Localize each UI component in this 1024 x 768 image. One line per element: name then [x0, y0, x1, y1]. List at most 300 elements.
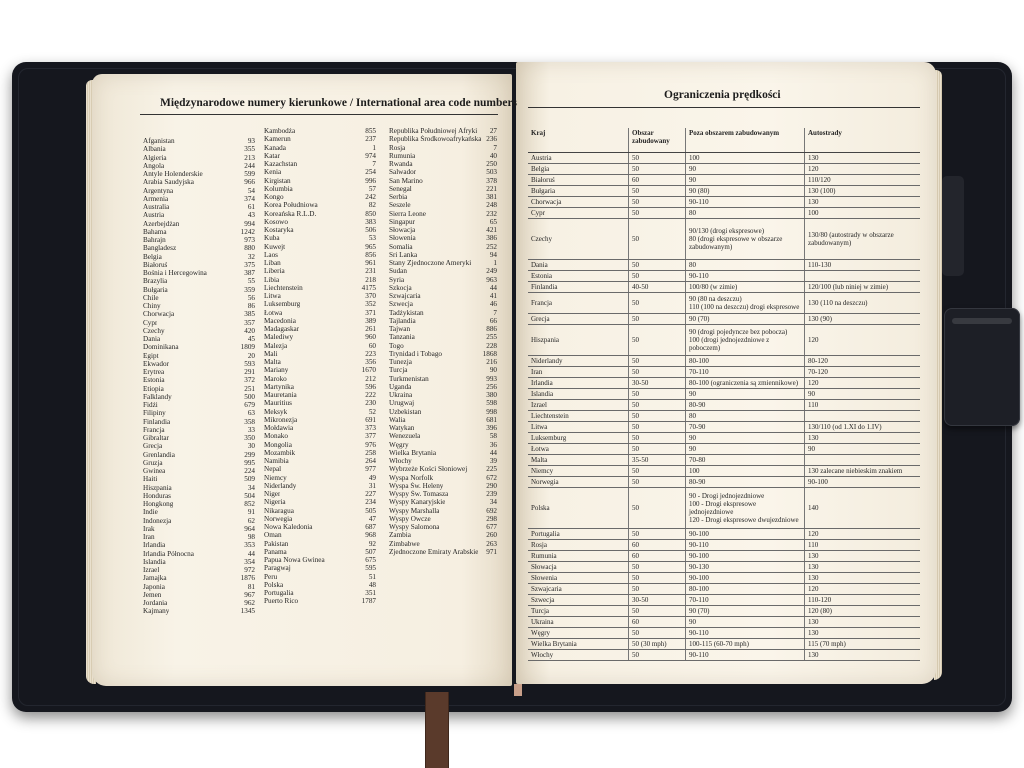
area-code-row [264, 135, 376, 143]
speed-outside: 90 [686, 175, 805, 186]
country-name: Finlandia [143, 417, 171, 426]
country-name: Mołdawia [264, 424, 294, 432]
dial-code: 596 [365, 382, 376, 391]
speed-table-row [528, 282, 920, 293]
area-code-row [264, 127, 376, 135]
dial-code: 260 [486, 531, 497, 540]
area-code-row [143, 261, 255, 269]
speed-built-up: 50 [629, 488, 686, 529]
speed-motorway: 120 [805, 378, 921, 389]
area-code-row [264, 589, 376, 597]
country-name: Indie [143, 508, 158, 517]
country-name: Polska [264, 580, 284, 589]
country-name: Kazachstan [264, 160, 298, 168]
dial-code: 218 [365, 275, 376, 284]
speed-limits-table [528, 128, 920, 661]
area-code-row [143, 145, 255, 153]
dial-code: 290 [486, 481, 497, 490]
dial-code: 371 [365, 308, 376, 317]
speed-outside: 80 [686, 208, 805, 219]
speed-country: Niemcy [528, 466, 629, 477]
speed-limits-rule [528, 107, 920, 108]
area-code-row [143, 434, 255, 442]
area-code-row [264, 523, 376, 531]
country-name: Gibraltar [143, 434, 169, 442]
speed-built-up: 50 [629, 584, 686, 595]
dial-code: 45 [247, 335, 255, 343]
speed-motorway: 130 [805, 617, 921, 628]
speed-motorway: 115 (70 mph) [805, 639, 921, 650]
country-name: Korea Południowa [264, 201, 318, 210]
dial-code: 255 [486, 333, 497, 342]
country-name: Wyspy Kanaryjskie [389, 498, 446, 507]
area-code-row [389, 160, 497, 168]
country-name: Egipt [143, 351, 159, 360]
area-code-row [143, 426, 255, 434]
speed-country: Belgia [528, 164, 629, 175]
speed-motorway: 130 (90) [805, 314, 921, 325]
country-name: Honduras [143, 491, 171, 500]
speed-built-up: 50 [629, 293, 686, 314]
country-name: Indonezja [143, 516, 172, 525]
dial-code: 595 [365, 564, 376, 573]
speed-table-row [528, 466, 920, 477]
speed-motorway: 110 [805, 400, 921, 411]
country-name: Liban [264, 259, 281, 267]
speed-country: Francja [528, 293, 629, 314]
country-name: Niemcy [264, 473, 287, 482]
country-name: Algieria [143, 153, 167, 162]
speed-outside: 90 [686, 617, 805, 628]
dial-code: 503 [486, 168, 497, 177]
dial-code: 256 [486, 382, 497, 391]
country-name: Azerbejdżan [143, 219, 180, 228]
area-code-row [264, 234, 376, 242]
speed-country: Irlandia [528, 378, 629, 389]
area-code-row [389, 152, 497, 160]
country-name: Kajmany [143, 607, 170, 616]
country-name: Luksemburg [264, 300, 301, 309]
dial-code: 251 [244, 384, 255, 393]
area-code-row [143, 319, 255, 327]
country-name: Bahrajn [143, 236, 166, 244]
country-name: Wyspy Owcze [389, 514, 431, 523]
dial-code: 994 [244, 219, 255, 228]
country-name: Dania [143, 335, 161, 343]
area-code-row [143, 541, 255, 549]
country-name: Kosowo [264, 217, 288, 226]
speed-country: Słowenia [528, 573, 629, 584]
area-code-row [264, 490, 376, 498]
country-name: Malta [264, 358, 281, 366]
country-name: Trynidad i Tobago [389, 349, 443, 358]
speed-built-up: 50 [629, 650, 686, 661]
speed-table-row [528, 378, 920, 389]
dial-code: 1 [493, 259, 497, 267]
speed-table-row [528, 175, 920, 186]
area-code-row [264, 267, 376, 275]
country-name: Dominikana [143, 343, 179, 352]
dial-code: 691 [365, 415, 376, 424]
speed-outside: 80-90 [686, 400, 805, 411]
speed-outside: 70-110 [686, 595, 805, 606]
country-name: Wyspa Norfolk [389, 473, 434, 482]
dial-code: 4175 [361, 283, 376, 292]
dial-code: 971 [486, 547, 497, 556]
country-name: Kuwejt [264, 242, 286, 251]
country-name: Zimbabwe [389, 539, 420, 548]
speed-country: Iran [528, 367, 629, 378]
area-code-row [264, 449, 376, 457]
country-name: Mauritius [264, 399, 292, 408]
country-name: Malezja [264, 341, 288, 350]
dial-code: 976 [365, 440, 376, 449]
country-name: Wyspa Św. Heleny [389, 481, 444, 490]
dial-code: 974 [365, 151, 376, 160]
dial-code: 34 [247, 483, 255, 492]
area-code-row [143, 508, 255, 516]
area-code-row [389, 375, 497, 383]
speed-motorway: 120 (80) [805, 606, 921, 617]
speed-table-row [528, 293, 920, 314]
country-name: Nikaragua [264, 506, 294, 515]
country-name: Madagaskar [264, 325, 300, 333]
speed-country: Austria [528, 153, 629, 164]
speed-motorway: 120 [805, 325, 921, 356]
speed-country: Grecja [528, 314, 629, 325]
dial-code: 43 [247, 211, 255, 220]
area-code-row [389, 441, 497, 449]
dial-code: 250 [486, 160, 497, 168]
speed-table-row [528, 455, 920, 466]
dial-code: 53 [368, 234, 376, 243]
country-name: Haiti [143, 475, 158, 484]
speed-built-up: 60 [629, 617, 686, 628]
country-name: Izrael [143, 566, 160, 574]
speed-built-up: 50 [629, 186, 686, 197]
country-name: Watykan [389, 424, 415, 432]
speed-outside: 90-110 [686, 271, 805, 282]
area-code-row [264, 218, 376, 226]
dial-code: 374 [244, 194, 255, 203]
area-code-row [264, 375, 376, 383]
area-code-row [389, 399, 497, 407]
dial-code: 963 [486, 275, 497, 284]
speed-table-row [528, 186, 920, 197]
speed-built-up: 50 [629, 325, 686, 356]
speed-built-up: 50 [629, 573, 686, 584]
dial-code: 679 [244, 401, 255, 409]
area-code-row [389, 135, 497, 143]
dial-code: 675 [365, 556, 376, 564]
area-code-row [264, 350, 376, 358]
speed-outside: 90-110 [686, 650, 805, 661]
speed-table-row [528, 208, 920, 219]
dial-code: 227 [365, 490, 376, 498]
speed-table-row [528, 595, 920, 606]
country-name: Rosja [389, 143, 406, 152]
country-name: Kamerun [264, 135, 291, 144]
speed-outside: 90-100 [686, 573, 805, 584]
dial-code: 852 [244, 500, 255, 508]
dial-code: 291 [244, 368, 255, 376]
area-code-row [264, 548, 376, 556]
area-code-row [143, 484, 255, 492]
country-name: Kanada [264, 143, 286, 152]
area-code-row [389, 424, 497, 432]
area-code-row [264, 432, 376, 440]
area-code-row [389, 300, 497, 308]
country-name: Gruzja [143, 458, 163, 467]
country-name: Namibia [264, 457, 289, 465]
area-code-row [264, 573, 376, 581]
dial-code: 248 [486, 201, 497, 210]
dial-code: 420 [244, 326, 255, 335]
area-code-row [264, 399, 376, 407]
country-name: Chiny [143, 302, 161, 310]
area-code-row [143, 492, 255, 500]
speed-table-row [528, 650, 920, 661]
dial-code: 58 [489, 432, 497, 441]
speed-table-row [528, 367, 920, 378]
area-code-row [143, 599, 255, 607]
country-name: Martynika [264, 382, 294, 391]
dial-code: 856 [365, 250, 376, 259]
dial-code: 507 [365, 547, 376, 556]
country-name: Nigeria [264, 498, 286, 507]
dial-code: 996 [365, 176, 376, 185]
area-code-row [264, 276, 376, 284]
speed-built-up: 50 [629, 356, 686, 367]
area-code-row [143, 525, 255, 533]
area-code-row [389, 144, 497, 152]
dial-code: 356 [365, 358, 376, 366]
area-code-row [264, 185, 376, 193]
area-code-row [389, 474, 497, 482]
dial-code: 421 [486, 226, 497, 234]
speed-motorway: 130 [805, 153, 921, 164]
speed-country: Liechtenstein [528, 411, 629, 422]
dial-code: 234 [365, 498, 376, 507]
speed-outside: 80 [686, 411, 805, 422]
country-name: Chorwacja [143, 310, 175, 319]
dial-code: 7 [372, 160, 376, 168]
country-name: Grecja [143, 442, 163, 451]
speed-built-up: 50 [629, 367, 686, 378]
country-name: Macedonia [264, 316, 296, 325]
speed-table-row [528, 488, 920, 529]
country-name: Rumunia [389, 151, 416, 160]
area-code-row [389, 482, 497, 490]
speed-motorway: 110-120 [805, 595, 921, 606]
dial-code: 995 [244, 458, 255, 467]
country-name: Wyspy Św. Tomasza [389, 490, 449, 498]
country-name: Albania [143, 145, 166, 154]
speed-outside: 90 [686, 164, 805, 175]
area-code-row [143, 550, 255, 558]
dial-code: 964 [244, 524, 255, 533]
speed-country: Węgry [528, 628, 629, 639]
area-code-row [143, 203, 255, 211]
country-name: Mali [264, 349, 278, 358]
dial-code: 965 [365, 242, 376, 251]
speed-built-up: 50 [629, 153, 686, 164]
speed-table-row [528, 529, 920, 540]
area-code-row [389, 540, 497, 548]
area-code-row [264, 210, 376, 218]
dial-code: 86 [247, 302, 255, 310]
country-name: Irlandia [143, 541, 166, 550]
area-code-row [389, 185, 497, 193]
area-code-row [143, 302, 255, 310]
area-code-row [389, 259, 497, 267]
speed-table-row [528, 314, 920, 325]
country-name: Turcja [389, 366, 408, 375]
country-name: Austria [143, 211, 165, 220]
dial-code: 225 [486, 465, 497, 474]
dial-code: 350 [244, 434, 255, 442]
speed-built-up: 50 [629, 197, 686, 208]
speed-outside: 100 [686, 466, 805, 477]
country-name: Wenezuela [389, 432, 421, 441]
country-name: Sierra Leone [389, 209, 426, 218]
speed-built-up: 50 [629, 400, 686, 411]
dial-code: 82 [368, 201, 376, 210]
area-code-row [143, 607, 255, 615]
area-codes-rule [140, 114, 498, 115]
speed-motorway [805, 411, 921, 422]
speed-motorway: 90-100 [805, 477, 921, 488]
speed-built-up: 35-50 [629, 455, 686, 466]
area-code-row [143, 360, 255, 368]
speed-built-up: 50 [629, 529, 686, 540]
dial-code: 381 [486, 193, 497, 201]
area-code-row [264, 325, 376, 333]
area-code-row [389, 276, 497, 284]
country-name: Tunezja [389, 358, 412, 366]
country-name: Turkmenistan [389, 374, 429, 383]
area-code-row [389, 309, 497, 317]
speed-outside: 80-90 [686, 477, 805, 488]
dial-code: 593 [244, 359, 255, 368]
speed-motorway: 130 [805, 433, 921, 444]
country-name: Francja [143, 425, 165, 434]
dial-code: 51 [368, 572, 376, 581]
speed-motorway: 130 zalecane niebieskim znakiem [805, 466, 921, 477]
country-name: Bangladesz [143, 244, 177, 253]
dial-code: 81 [247, 582, 255, 591]
speed-table-row [528, 639, 920, 650]
area-code-row [264, 531, 376, 539]
dial-code: 380 [486, 391, 497, 399]
country-name: Szwajcaria [389, 292, 421, 300]
speed-outside: 90 [686, 389, 805, 400]
speed-country: Rosja [528, 540, 629, 551]
area-code-row [264, 457, 376, 465]
area-code-row [389, 201, 497, 209]
area-code-row [143, 195, 255, 203]
area-code-row [143, 170, 255, 178]
area-code-row [143, 517, 255, 525]
speed-outside: 80-100 [686, 356, 805, 367]
country-name: Kongo [264, 193, 284, 201]
country-name: Pakistan [264, 539, 289, 548]
country-name: Wybrzeże Kości Słoniowej [389, 465, 468, 474]
speed-motorway: 120 [805, 584, 921, 595]
area-code-row [389, 358, 497, 366]
speed-built-up: 60 [629, 551, 686, 562]
country-name: Rwanda [389, 160, 413, 168]
country-name: Republika Południowej Afryki [389, 127, 478, 135]
dial-code: 91 [247, 508, 255, 517]
speed-country: Hiszpania [528, 325, 629, 356]
area-code-row [264, 597, 376, 605]
dial-code: 960 [365, 333, 376, 342]
speed-table-row [528, 153, 920, 164]
dial-code: 1809 [240, 343, 255, 352]
area-code-row [143, 286, 255, 294]
area-code-row [264, 366, 376, 374]
speed-outside: 90 (80) [686, 186, 805, 197]
area-code-row [143, 244, 255, 252]
country-name: Kambodża [264, 127, 296, 135]
area-code-row [389, 226, 497, 234]
speed-motorway: 130 (110 na deszczu) [805, 293, 921, 314]
area-code-row [143, 591, 255, 599]
dial-code: 973 [244, 236, 255, 244]
area-code-row [389, 498, 497, 506]
dial-code: 353 [244, 541, 255, 550]
area-code-row [143, 187, 255, 195]
speed-table-row [528, 562, 920, 573]
country-name: Salwador [389, 168, 417, 177]
area-code-row [389, 449, 497, 457]
dial-code: 90 [489, 366, 497, 375]
area-code-row [389, 383, 497, 391]
speed-country: Chorwacja [528, 197, 629, 208]
speed-motorway: 130 [805, 628, 921, 639]
speed-motorway: 120 [805, 164, 921, 175]
country-name: Niger [264, 490, 281, 498]
area-code-row [389, 531, 497, 539]
dial-code: 1670 [361, 366, 376, 375]
speed-outside: 100-115 (60-70 mph) [686, 639, 805, 650]
dial-code: 886 [486, 325, 497, 333]
country-name: Serbia [389, 193, 408, 201]
area-code-row [389, 127, 497, 135]
country-name: Panama [264, 547, 287, 556]
speed-table-row [528, 573, 920, 584]
dial-code: 509 [244, 475, 255, 484]
speed-country: Turcja [528, 606, 629, 617]
country-name: Kostaryka [264, 226, 294, 234]
dial-code: 681 [486, 415, 497, 424]
speed-country: Polska [528, 488, 629, 529]
dial-code: 352 [365, 300, 376, 309]
dial-code: 1242 [240, 227, 255, 236]
area-code-row [143, 327, 255, 335]
area-code-row [264, 358, 376, 366]
area-code-row [264, 177, 376, 185]
dial-code: 57 [368, 184, 376, 193]
speed-outside: 90 (70) [686, 606, 805, 617]
country-name: Irlandia Północna [143, 549, 194, 558]
speed-outside: 100 [686, 153, 805, 164]
dial-code: 232 [486, 209, 497, 218]
speed-outside: 90-110 [686, 628, 805, 639]
speed-outside: 80-100 [686, 584, 805, 595]
country-name: Zambia [389, 531, 411, 540]
